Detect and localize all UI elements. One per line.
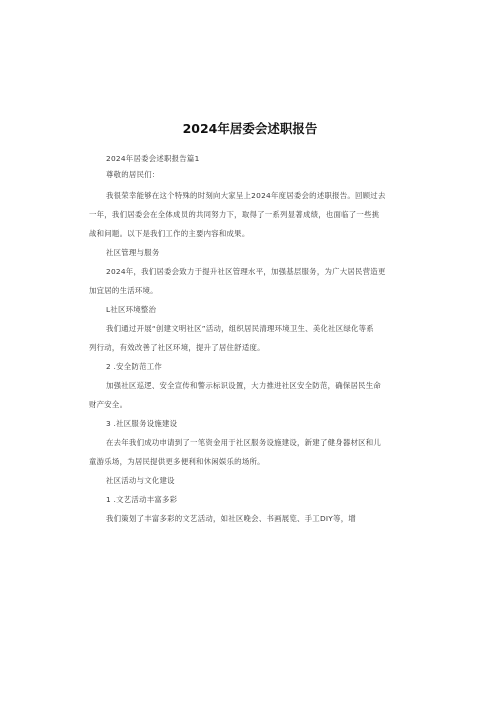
paragraph-line: 童游乐场，为居民提供更多便利和休闲娱乐的场所。: [89, 457, 265, 466]
paragraph-line: 2024年，我们居委会致力于提升社区管理水平，加强基层服务，为广大居民营造更: [106, 267, 386, 276]
paragraph-line: 战和问题。以下是我们工作的主要内容和成果。: [89, 229, 250, 238]
paragraph-line: 我们通过开展“创建文明社区”活动，组织居民清理环境卫生、美化社区绿化等系: [106, 324, 374, 333]
section-heading: 社区活动与文化建设: [106, 476, 175, 485]
subsection-heading: 3 .社区服务设施建设: [106, 419, 178, 428]
paragraph-line: 加宜居的生活环境。: [89, 286, 158, 295]
subsection-heading: 1 .文艺活动丰富多彩: [106, 495, 178, 504]
paragraph-line: 财产安全。: [89, 400, 128, 409]
paragraph-line: 我很荣幸能够在这个特殊的时刻向大家呈上2024年度居委会的述职报告。回顾过去: [106, 191, 386, 200]
report-subtitle: 2024年居委会述职报告篇1: [106, 154, 200, 163]
paragraph-line: 在去年我们成功申请到了一笔资金用于社区服务设施建设，新建了健身器材区和儿: [106, 438, 382, 447]
paragraph-line: 我们策划了丰富多彩的文艺活动，如社区晚会、书画展览、手工DIY等，增: [106, 514, 356, 523]
paragraph-line: 加强社区巡逻、安全宣传和警示标识设置，大力推进社区安全防范，确保居民生命: [106, 381, 382, 390]
document-title: 2024年居委会述职报告: [182, 121, 318, 136]
paragraph-line: 一年，我们居委会在全体成员的共同努力下，取得了一系列显著成绩，也面临了一些挑: [89, 210, 380, 219]
subsection-heading: L社区环境整治: [106, 305, 157, 314]
subsection-heading: 2 .安全防范工作: [106, 362, 162, 371]
salutation: 尊敬的居民们：: [106, 170, 160, 179]
paragraph-line: 列行动，有效改善了社区环境，提升了居住舒适度。: [89, 343, 265, 352]
section-heading: 社区管理与服务: [106, 248, 160, 257]
